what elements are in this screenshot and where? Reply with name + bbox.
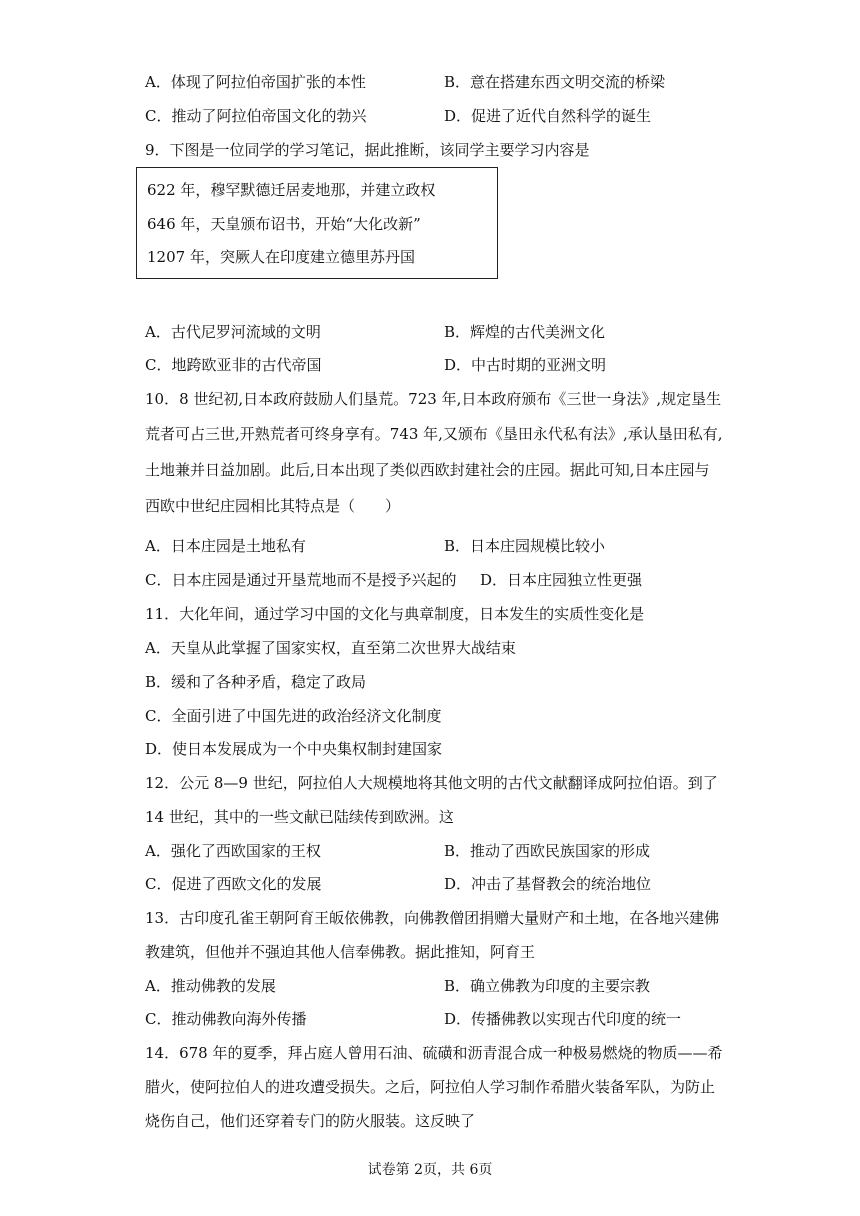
q9-option-c: C．地跨欧亚非的古代帝国 — [145, 356, 322, 374]
q13-option-c: C．推动佛教向海外传播 — [145, 1010, 307, 1028]
q9-note-2: 646 年，天皇颁布诏书，开始“大化改新” — [147, 215, 421, 233]
q9-option-b: B．辉煌的古代美洲文化 — [444, 323, 606, 341]
q8-option-b: B．意在搭建东西文明交流的桥梁 — [444, 73, 666, 91]
q11-option-c: C．全面引进了中国先进的政治经济文化制度 — [145, 707, 442, 725]
q10-option-c: C．日本庄园是通过开垦荒地而不是授予兴起的 — [145, 571, 457, 589]
q10-option-d: D．日本庄园独立性更强 — [480, 571, 643, 589]
q9-option-a: A．古代尼罗河流域的文明 — [145, 323, 321, 341]
q9-note-3: 1207 年，突厥人在印度建立德里苏丹国 — [147, 248, 415, 266]
q10-option-a: A．日本庄园是土地私有 — [145, 537, 306, 555]
q8-option-a: A．体现了阿拉伯帝国扩张的本性 — [145, 73, 366, 91]
q11-option-d: D．使日本发展成为一个中央集权制封建国家 — [145, 740, 443, 758]
q14-stem-line-1: 14．678 年的夏季，拜占庭人曾用石油、硫磺和沥青混合成一种极易燃烧的物质——希 — [145, 1044, 723, 1062]
q12-stem-line-2: 14 世纪，其中的一些文献已陆续传到欧洲。这 — [145, 808, 454, 826]
page-footer: 试卷第 2页，共 6页 — [367, 1162, 493, 1178]
q9-stem: 9．下图是一位同学的学习笔记，据此推断，该同学主要学习内容是 — [145, 141, 590, 159]
q13-option-a: A．推动佛教的发展 — [145, 977, 276, 995]
q11-stem: 11．大化年间，通过学习中国的文化与典章制度，日本发生的实质性变化是 — [145, 605, 645, 623]
q12-stem-line-1: 12．公元 8—9 世纪，阿拉伯人大规模地将其他文明的古代文献翻译成阿拉伯语。到了 — [145, 774, 718, 792]
q10-stem-line-1: 10．8 世纪初,日本政府鼓励人们垦荒。723 年,日本政府颁布《三世一身法》,规定垦生 — [145, 390, 722, 408]
q11-option-b: B．缓和了各种矛盾，稳定了政局 — [145, 673, 367, 691]
q9-note-1: 622 年，穆罕默德迁居麦地那，并建立政权 — [147, 181, 436, 199]
q14-stem-line-2: 腊火，使阿拉伯人的进攻遭受损失。之后，阿拉伯人学习制作希腊火装备军队，为防止 — [145, 1078, 716, 1096]
q12-option-a: A．强化了西欧国家的王权 — [145, 842, 321, 860]
q12-option-b: B．推动了西欧民族国家的形成 — [444, 842, 651, 860]
q10-option-b: B．日本庄园规模比较小 — [444, 537, 606, 555]
q12-option-d: D．冲击了基督教会的统治地位 — [444, 875, 652, 893]
q9-study-notes-box — [136, 167, 498, 279]
q13-option-d: D．传播佛教以实现古代印度的统一 — [444, 1010, 682, 1028]
q12-option-c: C．促进了西欧文化的发展 — [145, 875, 322, 893]
q13-stem-line-2: 教建筑，但他并不强迫其他人信奉佛教。据此推知，阿育王 — [145, 943, 536, 961]
q9-option-d: D．中古时期的亚洲文明 — [444, 356, 607, 374]
q13-stem-line-1: 13．古印度孔雀王朝阿育王皈依佛教，向佛教僧团捐赠大量财产和土地，在各地兴建佛 — [145, 909, 720, 927]
q8-option-d: D．促进了近代自然科学的诞生 — [444, 107, 652, 125]
q10-stem-line-3: 土地兼并日益加剧。此后,日本出现了类似西欧封建社会的庄园。据此可知,日本庄园与 — [145, 461, 710, 479]
q8-option-c: C．推动了阿拉伯帝国文化的勃兴 — [145, 107, 367, 125]
q10-stem-line-4: 西欧中世纪庄园相比其特点是（ ） — [145, 497, 401, 515]
q10-stem-line-2: 荒者可占三世,开熟荒者可终身享有。743 年,又颁布《垦田永代私有法》,承认垦田私有, — [145, 425, 723, 443]
q14-stem-line-3: 烧伤自己，他们还穿着专门的防火服装。这反映了 — [145, 1112, 476, 1130]
q13-option-b: B．确立佛教为印度的主要宗教 — [444, 977, 651, 995]
q11-option-a: A．天皇从此掌握了国家实权，直至第二次世界大战结束 — [145, 639, 516, 657]
